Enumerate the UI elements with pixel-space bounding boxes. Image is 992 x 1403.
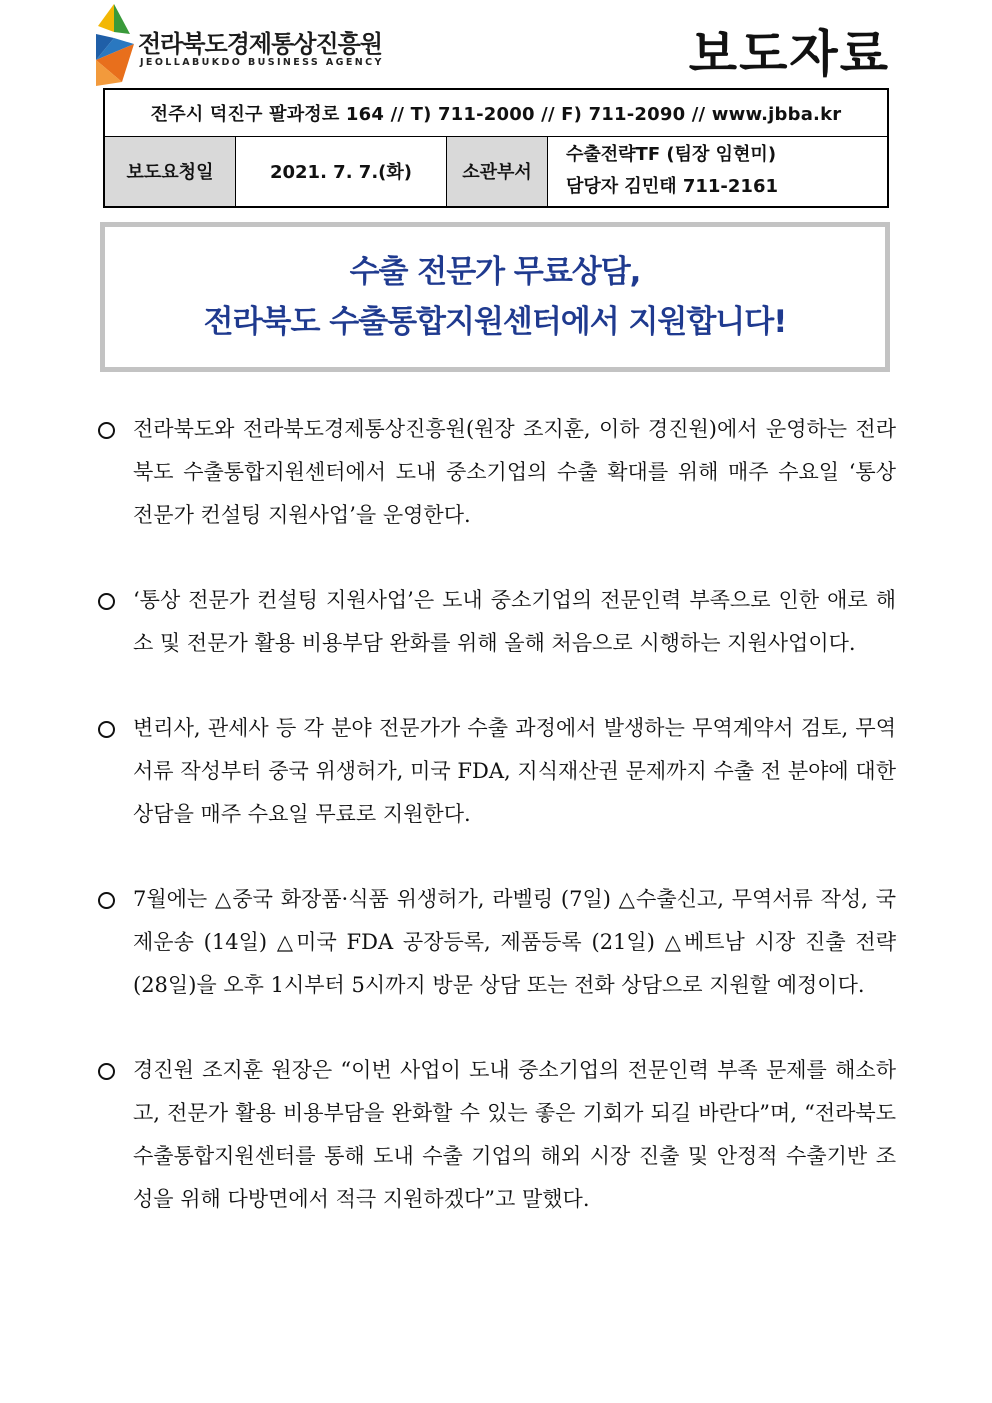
agency-logo	[94, 4, 384, 86]
address-row	[104, 89, 888, 137]
request-date-label: 보도요청일	[104, 137, 236, 207]
headline-box	[100, 222, 890, 372]
request-date-value: 2021. 7. 7.(화)	[236, 137, 447, 207]
paragraph-text: 7월에는 △중국 화장품·식품 위생허가, 라벨링 (7일) △수출신고, 무역서류 작성, 국제운송 (14일) △미국 FDA 공장등록, 제품등록 (21일) △베트남 시장 진출 전략 (28일)을 오후 1시부터 5시까지 방문 상담 또는 전화 상담으로 지원할 예정이다.	[133, 887, 896, 997]
hollow-circle-bullet-icon	[98, 593, 115, 610]
details-row	[104, 137, 888, 207]
paragraph	[96, 1049, 896, 1221]
department-line-2: 담당자 김민태 711-2161	[566, 176, 779, 198]
department-line-1: 수출전략TF (팀장 임현미)	[566, 144, 777, 166]
paragraph	[96, 579, 896, 665]
paragraph-text: 변리사, 관세사 등 각 분야 전문가가 수출 과정에서 발생하는 무역계약서 검토, 무역서류 작성부터 중국 위생허가, 미국 FDA, 지식재산권 문제까지 수출 전 분야에 대한 상담을 매주 수요일 무료로 지원한다.	[133, 716, 896, 826]
org-name: 전라북도경제통상진흥원	[138, 30, 383, 58]
paragraph	[96, 408, 896, 537]
paragraph-text: ‘통상 전문가 컨설팅 지원사업’은 도내 중소기업의 전문인력 부족으로 인한 애로 해소 및 전문가 활용 비용부담 완화를 위해 올해 처음으로 시행하는 지원사업이다.	[133, 588, 896, 655]
department-value	[548, 137, 889, 207]
hollow-circle-bullet-icon	[98, 1063, 115, 1080]
jbba-logo-mark-icon	[94, 4, 138, 86]
paragraph-text: 경진원 조지훈 원장은 “이번 사업이 도내 중소기업의 전문인력 부족 문제를 해소하고, 전문가 활용 비용부담을 완화할 수 있는 좋은 기회가 되길 바란다”며, “전라북도 수출통합지원센터를 통해 도내 수출 기업의 해외 시장 진출 및 안정적 수출기반 조성을 위해 다방면에서 적극 지원하겠다”고 말했다.	[133, 1058, 896, 1211]
press-release-title: 보도자료	[688, 25, 890, 83]
info-table	[103, 88, 889, 208]
address-cell: 전주시 덕진구 팔과정로 164 // T) 711-2000 // F) 711-2090 // www.jbba.kr	[104, 89, 888, 137]
headline-line-1: 수출 전문가 무료상담,	[349, 254, 641, 290]
headline-line-2: 전라북도 수출통합지원센터에서 지원합니다!	[203, 304, 787, 340]
hollow-circle-bullet-icon	[98, 721, 115, 738]
paragraph-text: 전라북도와 전라북도경제통상진흥원(원장 조지훈, 이하 경진원)에서 운영하는 전라북도 수출통합지원센터에서 도내 중소기업의 수출 확대를 위해 매주 수요일 ‘통상 전문가 컨설팅 지원사업’을 운영한다.	[133, 417, 896, 527]
org-name-en: JEOLLABUKDO BUSINESS AGENCY	[140, 57, 384, 68]
department-label: 소관부서	[447, 137, 548, 207]
hollow-circle-bullet-icon	[98, 422, 115, 439]
body-content	[96, 408, 896, 1263]
document-header	[0, 0, 992, 90]
paragraph	[96, 707, 896, 836]
hollow-circle-bullet-icon	[98, 892, 115, 909]
paragraph	[96, 878, 896, 1007]
